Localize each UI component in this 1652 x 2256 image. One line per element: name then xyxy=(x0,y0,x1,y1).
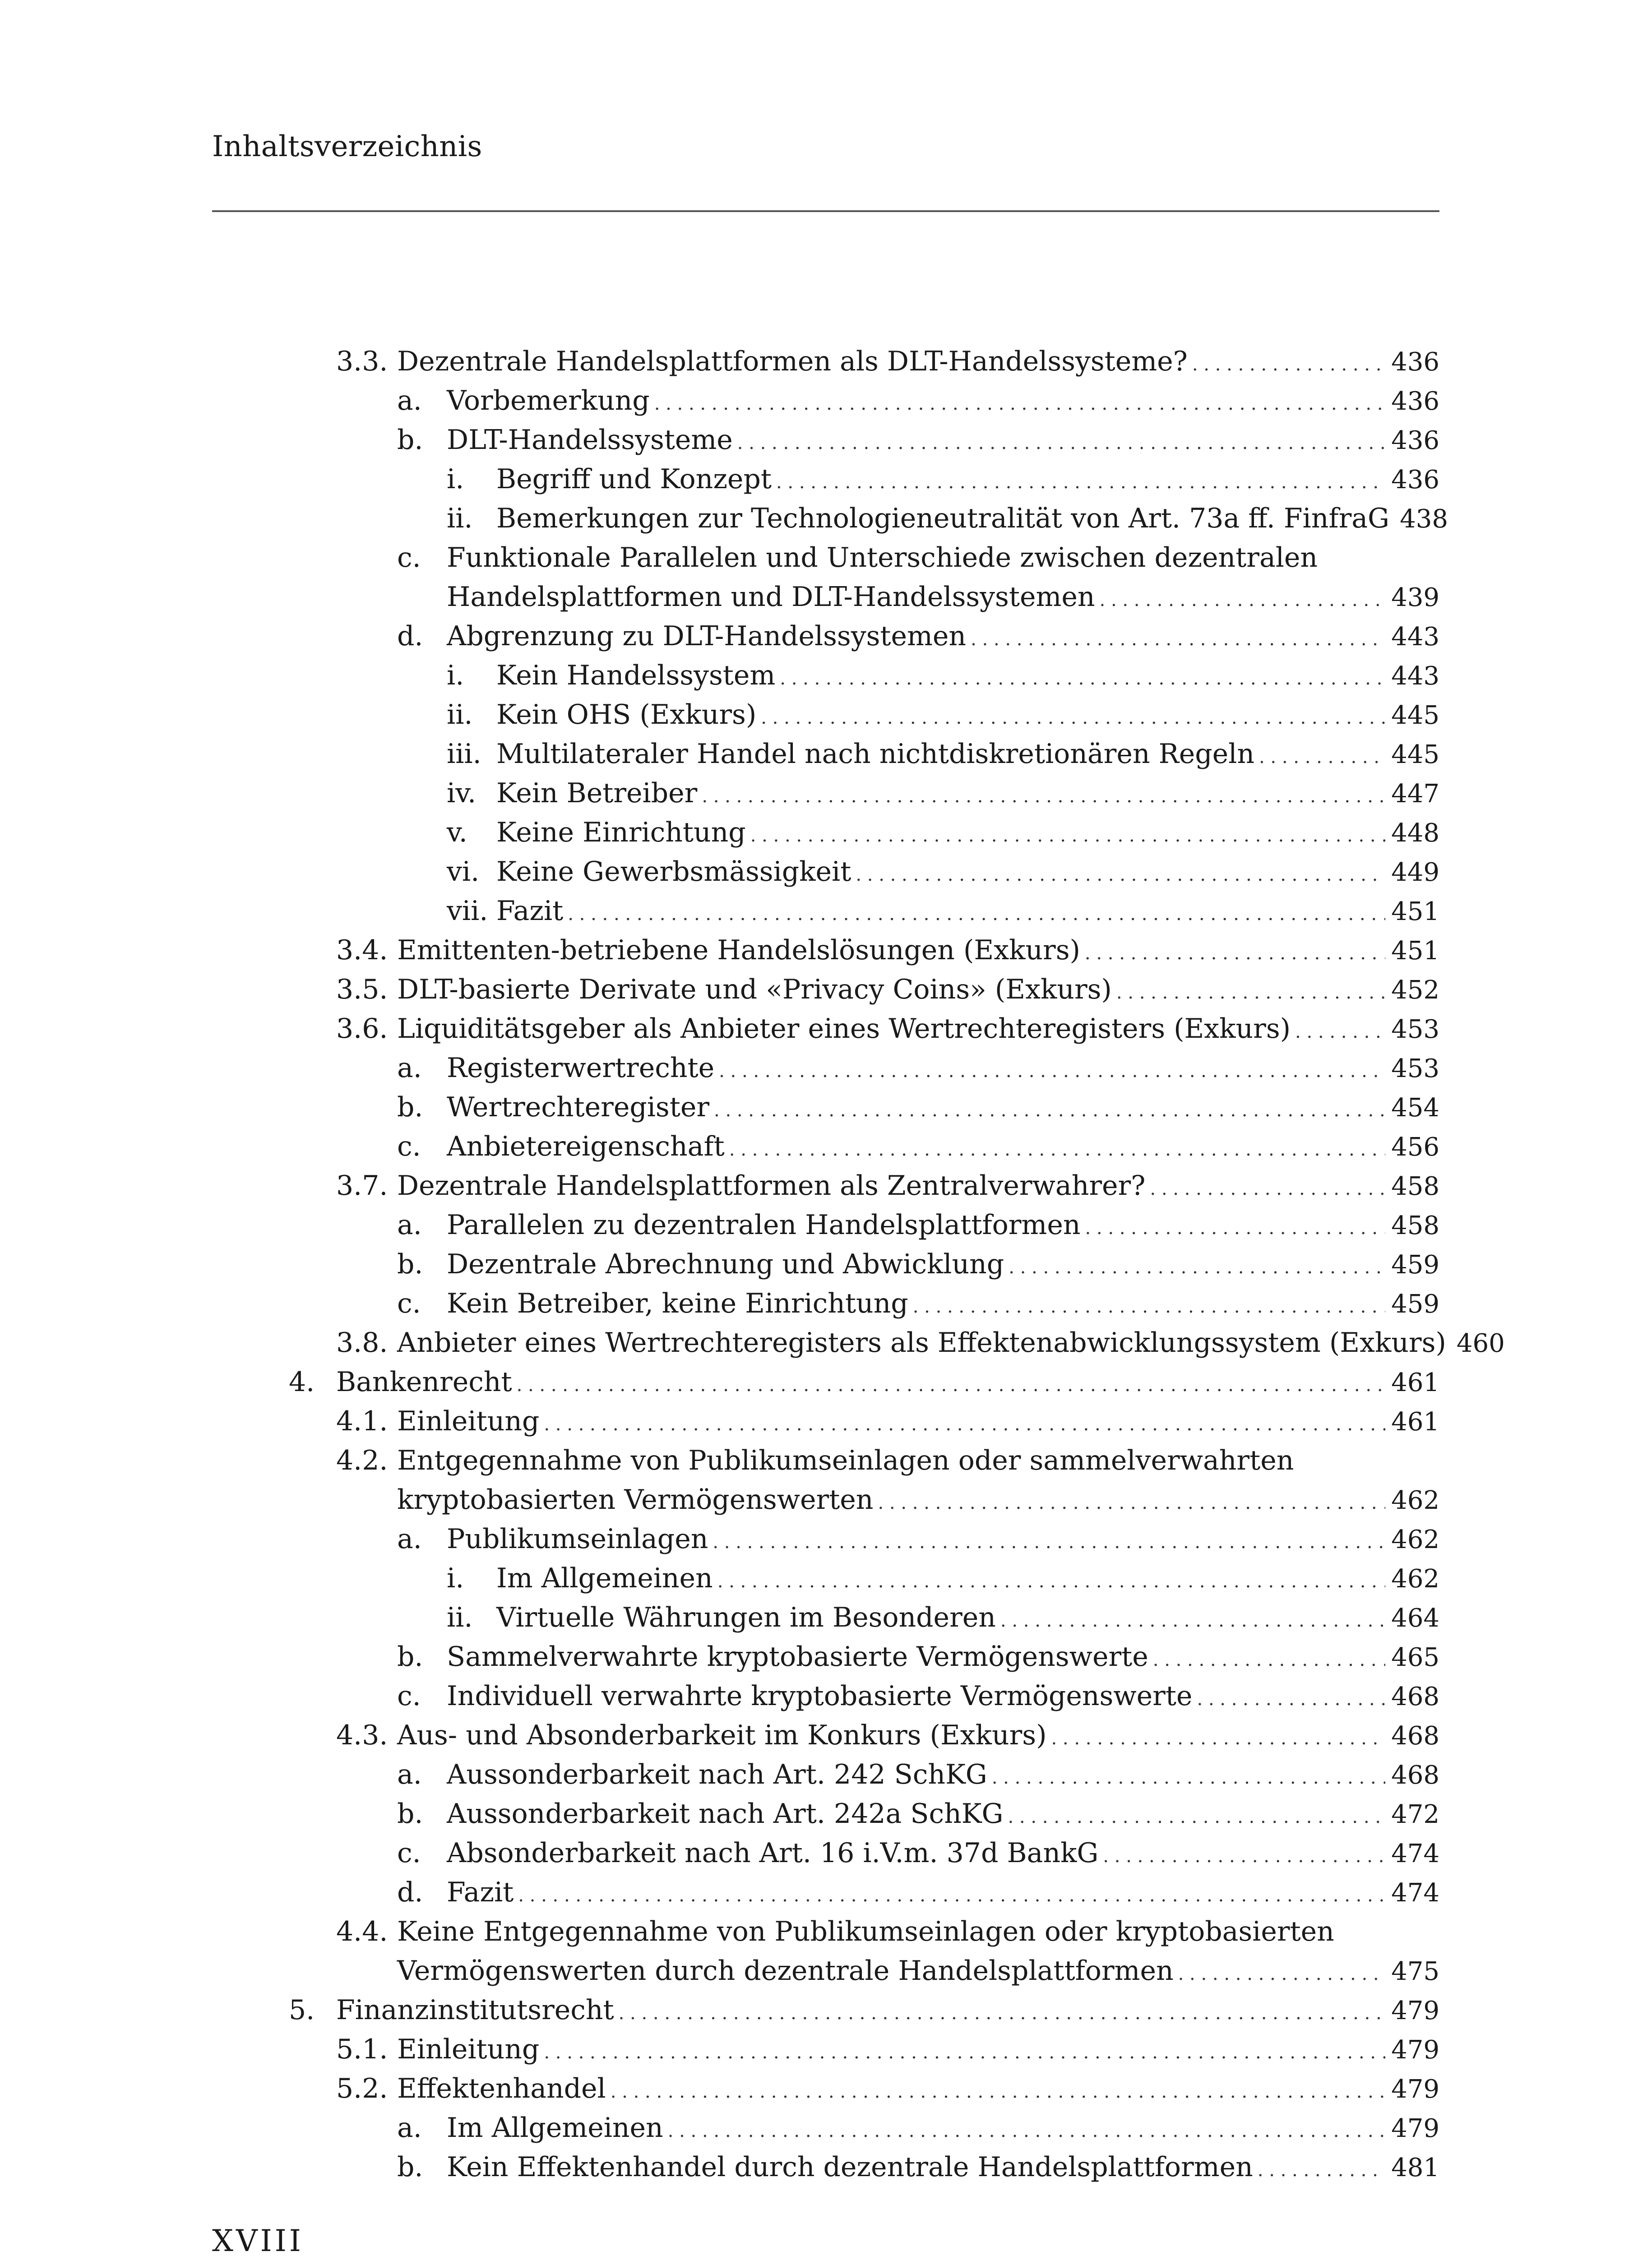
toc-entry-page: 449 xyxy=(1391,858,1439,887)
dot-leader xyxy=(1000,1601,1385,1641)
toc-entry[interactable] xyxy=(289,1991,1439,2030)
toc-entry-number: ii. xyxy=(447,699,473,730)
toc-entry[interactable] xyxy=(447,813,1439,852)
toc-entry[interactable] xyxy=(336,2030,1439,2069)
toc-entry-title: Begriff und Konzept xyxy=(496,463,772,495)
dot-leader xyxy=(619,1994,1385,2033)
toc-entry-page: 468 xyxy=(1391,1761,1439,1790)
toc-entry-number: 4.1. xyxy=(336,1405,388,1437)
toc-entry[interactable] xyxy=(397,2108,1439,2148)
toc-entry-title: kryptobasierten Vermögenswerten xyxy=(397,1484,874,1516)
dot-leader xyxy=(1197,1680,1385,1719)
toc-entry-page: 465 xyxy=(1391,1643,1439,1672)
toc-entry-number: 4.2. xyxy=(336,1445,388,1476)
dot-leader xyxy=(544,2033,1385,2072)
toc-entry-title: Anbietereigenschaft xyxy=(447,1131,725,1162)
toc-entry[interactable] xyxy=(447,892,1439,931)
toc-entry-page: 479 xyxy=(1391,2035,1439,2065)
toc-entry[interactable] xyxy=(397,1794,1439,1834)
toc-entry-page: 468 xyxy=(1391,1721,1439,1751)
toc-entry-page: 448 xyxy=(1391,818,1439,848)
toc-entry-title: Im Allgemeinen xyxy=(496,1563,713,1594)
toc-entry[interactable] xyxy=(336,1402,1439,1441)
toc-entry-page: 479 xyxy=(1391,2114,1439,2143)
toc-entry-page: 458 xyxy=(1391,1172,1439,1201)
toc-entry-page: 460 xyxy=(1456,1329,1505,1358)
toc-entry-page: 453 xyxy=(1391,1054,1439,1083)
dot-leader xyxy=(1295,1012,1385,1052)
toc-entry[interactable] xyxy=(447,1559,1439,1598)
toc-entry-title: Entgegennahme von Publikumseinlagen oder sammelverwahrten xyxy=(397,1445,1294,1476)
toc-entry-number: b. xyxy=(397,1641,423,1673)
toc-entry-page: 472 xyxy=(1391,1800,1439,1829)
dot-leader xyxy=(992,1758,1385,1798)
toc-entry-page: 458 xyxy=(1391,1211,1439,1240)
toc-entry-page: 447 xyxy=(1391,779,1439,809)
dot-leader xyxy=(1051,1719,1385,1758)
dot-leader xyxy=(1085,934,1385,973)
toc-entry-title: Bemerkungen zur Technologieneutralität von Art. 73a ff. FinfraG xyxy=(496,503,1389,534)
toc-entry-title: Fazit xyxy=(447,1877,514,1908)
toc-entry-title: Kein OHS (Exkurs) xyxy=(496,699,757,730)
toc-entry[interactable] xyxy=(447,695,1439,735)
toc-entry[interactable] xyxy=(336,1323,1505,1363)
toc-entry-number: c. xyxy=(397,1131,421,1162)
toc-entry-number: vi. xyxy=(447,856,480,888)
dot-leader xyxy=(611,2072,1385,2112)
dot-leader xyxy=(719,1052,1385,1091)
toc-entry-page: 443 xyxy=(1391,661,1439,691)
toc-entry[interactable] xyxy=(397,1951,1439,1991)
dot-leader xyxy=(518,1876,1385,1915)
toc-entry-page: 462 xyxy=(1391,1486,1439,1515)
toc-entry[interactable] xyxy=(397,421,1439,460)
toc-entry-number: c. xyxy=(397,542,421,573)
toc-entry[interactable] xyxy=(397,1480,1439,1520)
toc-entry-number: 5. xyxy=(289,1994,315,2026)
toc-entry-title: Finanzinstitutsrecht xyxy=(336,1994,614,2026)
dot-leader xyxy=(971,620,1385,659)
toc-entry[interactable] xyxy=(397,1206,1439,1245)
toc-entry-title: Keine Entgegennahme von Publikumseinlagen oder kryptobasierten xyxy=(397,1916,1334,1947)
toc-entry-page: 436 xyxy=(1391,387,1439,416)
toc-entry-number: i. xyxy=(447,1563,464,1594)
dot-leader xyxy=(1153,1641,1385,1680)
toc-entry-title: Kein Betreiber xyxy=(496,777,698,809)
toc-entry-number: iv. xyxy=(447,777,477,809)
running-head: Inhaltsverzeichnis xyxy=(212,130,482,163)
toc-entry-title: Vermögenswerten durch dezentrale Handelsplattformen xyxy=(397,1955,1174,1987)
toc-entry[interactable] xyxy=(397,617,1439,656)
toc-entry[interactable] xyxy=(397,538,1439,578)
dot-leader xyxy=(1178,1955,1385,1994)
dot-leader xyxy=(737,424,1385,463)
dot-leader xyxy=(1258,2151,1385,2190)
toc-entry-page: 436 xyxy=(1391,465,1439,495)
toc-entry-number: a. xyxy=(397,1052,422,1084)
toc-entry-title: Anbieter eines Wertrechteregisters als Effektenabwicklungssystem (Exkurs) xyxy=(397,1327,1446,1359)
toc-entry-number: ii. xyxy=(447,1602,473,1633)
toc-entry-page: 461 xyxy=(1391,1368,1439,1397)
toc-entry-title: DLT-Handelssysteme xyxy=(447,424,733,456)
toc-entry-number: b. xyxy=(397,2151,423,2183)
toc-entry-title: Registerwertrechte xyxy=(447,1052,715,1084)
toc-entry[interactable] xyxy=(397,1049,1439,1088)
header-rule xyxy=(212,210,1439,212)
dot-leader xyxy=(878,1484,1385,1523)
dot-leader xyxy=(1192,345,1385,384)
toc-entry-title: Handelsplattformen und DLT-Handelssystemen xyxy=(447,581,1095,613)
toc-entry[interactable] xyxy=(336,1009,1439,1049)
toc-entry[interactable] xyxy=(336,931,1439,970)
toc-entry-number: b. xyxy=(397,1248,423,1280)
toc-entry[interactable] xyxy=(447,735,1439,774)
toc-entry-page: 454 xyxy=(1391,1093,1439,1123)
toc-entry-number: c. xyxy=(397,1837,421,1869)
toc-entry[interactable] xyxy=(397,1834,1439,1873)
dot-leader xyxy=(1008,1798,1386,1837)
toc-entry-page: 452 xyxy=(1391,975,1439,1005)
toc-entry[interactable] xyxy=(397,1520,1439,1559)
toc-entry-number: 3.3. xyxy=(336,346,388,377)
toc-entry-number: v. xyxy=(447,817,467,848)
toc-entry[interactable] xyxy=(447,460,1439,499)
toc-entry-page: 464 xyxy=(1391,1604,1439,1633)
toc-entry-title: Dezentrale Handelsplattformen als DLT-Handelssysteme? xyxy=(397,346,1188,377)
toc-entry-number: a. xyxy=(397,1759,422,1790)
toc-entry-number: i. xyxy=(447,660,464,691)
toc-entry-page: 438 xyxy=(1400,504,1448,534)
toc-entry-number: 3.6. xyxy=(336,1013,388,1045)
toc-entry-number: a. xyxy=(397,385,422,416)
toc-entry-page: 474 xyxy=(1391,1878,1439,1908)
toc-entry[interactable] xyxy=(397,1245,1439,1284)
dot-leader xyxy=(1085,1209,1385,1248)
toc-entry-number: a. xyxy=(397,2112,422,2144)
toc-entry-title: Funktionale Parallelen und Unterschiede zwischen dezentralen xyxy=(447,542,1318,573)
toc-entry-page: 462 xyxy=(1391,1525,1439,1554)
toc-entry[interactable] xyxy=(397,2148,1439,2187)
toc-entry[interactable] xyxy=(447,656,1439,695)
dot-leader xyxy=(856,855,1385,895)
dot-leader xyxy=(750,816,1385,855)
toc-entry-title: Effektenhandel xyxy=(397,2073,606,2104)
toc-entry-number: b. xyxy=(397,1798,423,1830)
toc-entry-title: Kein Handelssystem xyxy=(496,660,776,691)
toc-entry-page: 439 xyxy=(1391,583,1439,612)
toc-entry-page: 453 xyxy=(1391,1015,1439,1044)
toc-entry-title: Bankenrecht xyxy=(336,1366,512,1398)
toc-entry-page: 436 xyxy=(1391,347,1439,377)
dot-leader xyxy=(913,1287,1385,1327)
dot-leader xyxy=(1100,581,1385,620)
toc-entry-number: 5.1. xyxy=(336,2034,388,2065)
toc-entry-title: Emittenten-betriebene Handelslösungen (Exkurs) xyxy=(397,934,1080,966)
dot-leader xyxy=(714,1091,1385,1130)
toc-entry[interactable] xyxy=(397,1284,1439,1323)
toc-entry[interactable] xyxy=(447,578,1439,617)
toc-entry-page: 436 xyxy=(1391,426,1439,455)
toc-entry-title: Virtuelle Währungen im Besonderen xyxy=(496,1602,996,1633)
toc-entry-number: d. xyxy=(397,620,423,652)
toc-entry[interactable] xyxy=(397,1677,1439,1716)
toc-entry[interactable] xyxy=(397,1755,1439,1794)
dot-leader xyxy=(1116,973,1385,1012)
toc-entry-page: 474 xyxy=(1391,1839,1439,1868)
toc-entry-number: a. xyxy=(397,1209,422,1241)
toc-entry-title: Abgrenzung zu DLT-Handelssystemen xyxy=(447,620,967,652)
toc-entry-page: 479 xyxy=(1391,1996,1439,2025)
dot-leader xyxy=(1259,738,1385,777)
dot-leader xyxy=(517,1366,1385,1405)
toc-entry-page: 451 xyxy=(1391,897,1439,926)
toc-entry[interactable] xyxy=(397,1637,1439,1677)
toc-entry-page: 461 xyxy=(1391,1407,1439,1437)
dot-leader xyxy=(717,1562,1385,1601)
toc-entry-page: 479 xyxy=(1391,2075,1439,2104)
toc-entry-title: Absonderbarkeit nach Art. 16 i.V.m. 37d BankG xyxy=(447,1837,1099,1869)
toc-entry-title: Aus- und Absonderbarkeit im Konkurs (Exkurs) xyxy=(397,1720,1047,1751)
toc-entry[interactable] xyxy=(336,1912,1439,1951)
toc-entry[interactable] xyxy=(336,342,1439,381)
toc-entry[interactable] xyxy=(336,1716,1439,1755)
dot-leader xyxy=(544,1405,1385,1444)
dot-leader xyxy=(568,895,1385,934)
toc-entry[interactable] xyxy=(397,381,1439,421)
toc-entry-title: Parallelen zu dezentralen Handelsplattformen xyxy=(447,1209,1081,1241)
toc-entry-title: Multilateraler Handel nach nichtdiskretionären Regeln xyxy=(496,738,1254,770)
toc-entry-title: Keine Einrichtung xyxy=(496,817,746,848)
toc-entry-page: 462 xyxy=(1391,1564,1439,1594)
toc-entry-title: Dezentrale Abrechnung und Abwicklung xyxy=(447,1248,1004,1280)
toc-entry[interactable] xyxy=(336,1166,1439,1206)
toc-entry-page: 481 xyxy=(1391,2153,1439,2182)
toc-entry-title: Individuell verwahrte kryptobasierte Vermögenswerte xyxy=(447,1680,1193,1712)
toc-entry[interactable] xyxy=(447,1598,1439,1637)
toc-entry[interactable] xyxy=(447,499,1448,538)
toc-entry-title: Aussonderbarkeit nach Art. 242 SchKG xyxy=(447,1759,987,1790)
toc-entry-title: Wertrechteregister xyxy=(447,1091,710,1123)
toc-entry[interactable] xyxy=(397,1873,1439,1912)
toc-entry-title: Fazit xyxy=(496,895,564,927)
toc-entry-title: Sammelverwahrte kryptobasierte Vermögenswerte xyxy=(447,1641,1148,1673)
dot-leader xyxy=(761,698,1385,738)
dot-leader xyxy=(1103,1837,1385,1876)
toc-entry-number: c. xyxy=(397,1680,421,1712)
toc-entry-number: 5.2. xyxy=(336,2073,388,2104)
toc-entry-page: 456 xyxy=(1391,1133,1439,1162)
toc-entry[interactable] xyxy=(336,2069,1439,2108)
toc-entry-number: 3.7. xyxy=(336,1170,388,1202)
toc-entry-number: c. xyxy=(397,1288,421,1319)
toc-entry-title: Einleitung xyxy=(397,2034,540,2065)
toc-entry-title: DLT-basierte Derivate und «Privacy Coins» (Exkurs) xyxy=(397,974,1112,1005)
toc-entry-title: Keine Gewerbsmässigkeit xyxy=(496,856,851,888)
toc-entry-page: 443 xyxy=(1391,622,1439,652)
toc-entry-title: Dezentrale Handelsplattformen als Zentralverwahrer? xyxy=(397,1170,1146,1202)
toc-entry-number: b. xyxy=(397,1091,423,1123)
toc-entry[interactable] xyxy=(336,970,1439,1009)
toc-entry-number: ii. xyxy=(447,503,473,534)
dot-leader xyxy=(702,777,1385,816)
toc-entry-page: 459 xyxy=(1391,1250,1439,1280)
toc-entry-title: Kein Effektenhandel durch dezentrale Handelsplattformen xyxy=(447,2151,1253,2183)
dot-leader xyxy=(1150,1170,1385,1209)
toc-entry-page: 475 xyxy=(1391,1957,1439,1986)
toc-entry-title: Publikumseinlagen xyxy=(447,1523,708,1555)
toc-entry-page: 468 xyxy=(1391,1682,1439,1711)
dot-leader xyxy=(1009,1248,1385,1287)
dot-leader xyxy=(776,463,1385,502)
toc-entry-number: 4.3. xyxy=(336,1720,388,1751)
toc-entry-number: 3.8. xyxy=(336,1327,388,1359)
toc-entry[interactable] xyxy=(397,1127,1439,1166)
dot-leader xyxy=(713,1523,1385,1562)
toc-entry-number: 4.4. xyxy=(336,1916,388,1947)
toc-entry-title: Kein Betreiber, keine Einrichtung xyxy=(447,1288,908,1319)
toc-entry-page: 445 xyxy=(1391,740,1439,769)
toc-entry[interactable] xyxy=(289,1363,1439,1402)
toc-entry-number: 4. xyxy=(289,1366,315,1398)
toc-entry[interactable] xyxy=(447,852,1439,892)
toc-entry-page: 445 xyxy=(1391,701,1439,730)
toc-entry-number: vii. xyxy=(447,895,488,927)
toc-entry[interactable] xyxy=(336,1441,1439,1480)
toc-entry-number: b. xyxy=(397,424,423,456)
toc-entry-page: 459 xyxy=(1391,1290,1439,1319)
toc-entry-number: i. xyxy=(447,463,464,495)
toc-entry-number: a. xyxy=(397,1523,422,1555)
toc-entry[interactable] xyxy=(397,1088,1439,1127)
toc-entry-number: d. xyxy=(397,1877,423,1908)
dot-leader xyxy=(654,384,1385,424)
toc-entry-page: 451 xyxy=(1391,936,1439,966)
toc-entry[interactable] xyxy=(447,774,1439,813)
toc-entry-title: Aussonderbarkeit nach Art. 242a SchKG xyxy=(447,1798,1004,1830)
toc-entry-number: 3.5. xyxy=(336,974,388,1005)
dot-leader xyxy=(668,2112,1385,2151)
toc-entry-title: Vorbemerkung xyxy=(447,385,650,416)
toc-entry-number: iii. xyxy=(447,738,481,770)
toc-entry-title: Im Allgemeinen xyxy=(447,2112,663,2144)
toc-entry-title: Einleitung xyxy=(397,1405,540,1437)
page-number: XVIII xyxy=(212,2224,304,2256)
toc-entry-number: 3.4. xyxy=(336,934,388,966)
toc-entry-title: Liquiditätsgeber als Anbieter eines Wertrechteregisters (Exkurs) xyxy=(397,1013,1291,1045)
dot-leader xyxy=(729,1130,1385,1170)
dot-leader xyxy=(780,659,1385,698)
